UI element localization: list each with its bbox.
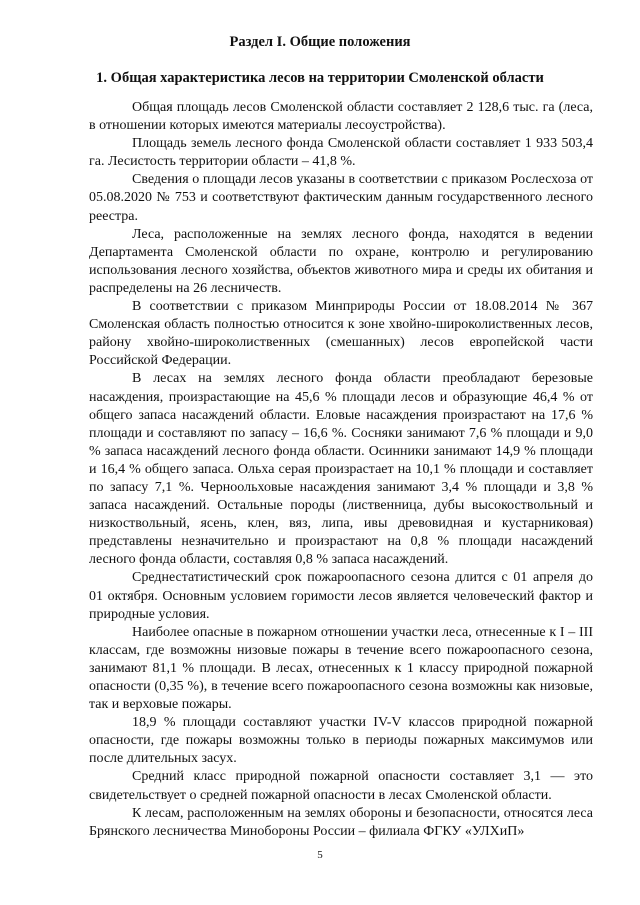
paragraph: К лесам, расположенным на землях обороны и безопасности, относятся леса Брянского лесничества Минобороны России – филиала ФГКУ «УЛХиП»: [89, 805, 593, 839]
paragraph: Сведения о площади лесов указаны в соответствии с приказом Рослесхоза от 05.08.2020 № 753 и соответствуют фактическим данным государственного лесного реестра.: [89, 172, 593, 224]
paragraph: Среднестатистический срок пожароопасного сезона длится с 01 апреля до 01 октября. Основным условием горимости лесов является человеческий фактор и природные условия.: [89, 570, 593, 622]
page-number: 5: [317, 849, 323, 861]
chapter-title: 1. Общая характеристика лесов на территории Смоленской области: [96, 70, 544, 86]
paragraph: Средний класс природной пожарной опасности составляет 3,1 — это свидетельствует о средней пожарной опасности в лесах Смоленской области.: [89, 769, 593, 803]
paragraph: 18,9 % площади составляют участки IV-V классов природной пожарной опасности, где пожары возможны только в периоды пожарных максимумов или после длительных засух.: [89, 715, 593, 767]
paragraph: Наиболее опасные в пожарном отношении участки леса, отнесенные к I – III классам, где возможны низовые пожары в течение всего пожароопасного сезона, занимают 81,1 % площади. В лесах, отнесенных к 1 классу природной пожарной опасности (0,35 %), в течение всего пожароопасного сезона возможны как низовые, так и верховые пожары.: [89, 624, 593, 713]
paragraph: В соответствии с приказом Минприроды России от 18.08.2014 № 367 Смоленская область полностью относится к зоне хвойно-широколиственных лесов, району хвойно-широколиственных (смешанных) лесов европейской части Российской Федерации.: [89, 299, 593, 369]
paragraph: Общая площадь лесов Смоленской области составляет 2 128,6 тыс. га (леса, в отношении которых имеются материалы лесоустройства).: [89, 100, 593, 134]
paragraph: В лесах на землях лесного фонда области преобладают березовые насаждения, произрастающие на 45,6 % площади лесов и образующие 46,4 % от общего запаса насаждений области. Еловые насаждения произрастают на 17,6 % площади и составляют по запасу – 16,6 %. Сосняки занимают 7,6 % площади и 9,0 % запаса насаждений лесного фонда области. Осинники занимают 14,9 % площади и 16,4 % общего запаса. Ольха серая произрастает на 10,1 % площади и составляет по запасу 7,1 %. Черноольховые насаждения занимают 3,4 % площади и 3,8 % запаса насаждений. Остальные породы (лиственница, дубы высокоствольный и низкоствольный, ясень, клен, вяз, липа, ивы древовидная и кустарниковая) представлены незначительно и произрастают на 0,8 % площади насаждений лесного фонда области, составляя 0,8 % запаса насаждений.: [89, 371, 593, 568]
body-text: [89, 99, 593, 841]
paragraph: Леса, расположенные на землях лесного фонда, находятся в ведении Департамента Смоленской области по охране, контролю и регулированию использования лесного хозяйства, объектов животного мира и среды их обитания и распределены на 26 лесничеств.: [89, 226, 593, 296]
paragraph: Площадь земель лесного фонда Смоленской области составляет 1 933 503,4 га. Лесистость территории области – 41,8 %.: [89, 136, 593, 170]
section-title: Раздел I. Общие положения: [229, 34, 411, 50]
